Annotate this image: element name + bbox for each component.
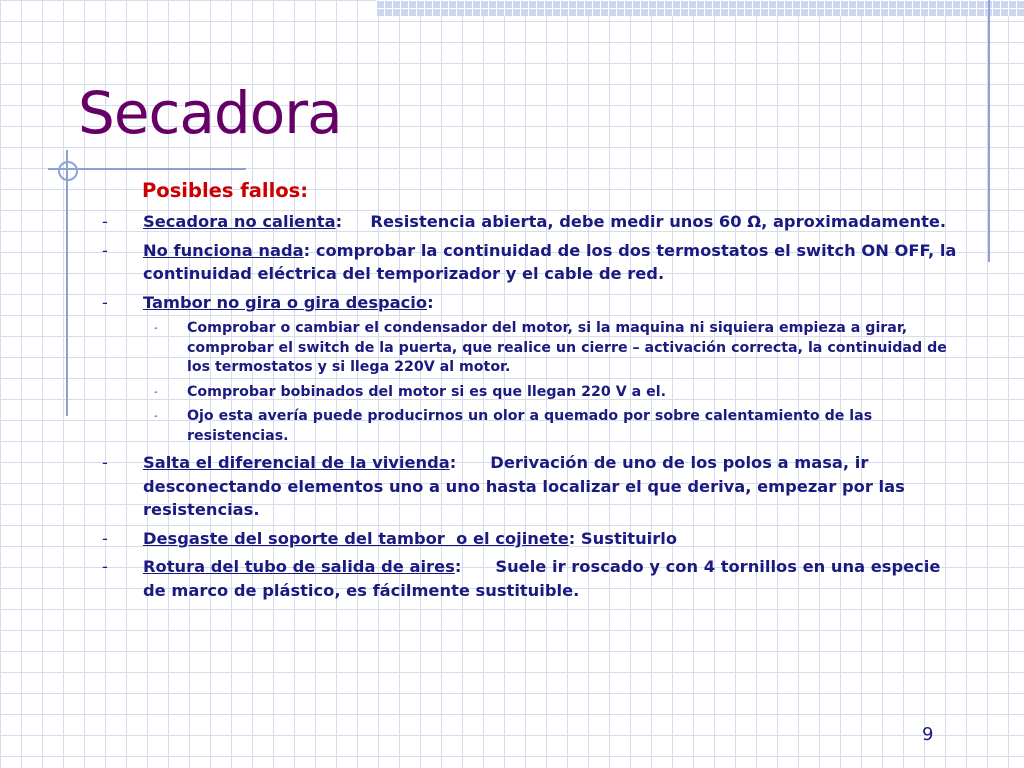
- bullet-rotura-tubo: [102, 555, 962, 602]
- sub-bullet-text: Comprobar o cambiar el condensador del motor, si la maquina ni siquiera empieza a girar, comprobar el switch de la puerta, que realice un cierre – activación correcta, la continuidad de los termostatos y si llega 220V al motor.: [187, 320, 947, 376]
- slide-title: Secadora: [78, 79, 342, 147]
- bullet-marker: -: [102, 557, 108, 577]
- sub-bullet-text: Comprobar bobinados del motor si es que llegan 220 V a el.: [187, 383, 667, 400]
- bullet-tambor-no-gira: [102, 291, 962, 315]
- bullet-label: Salta el diferencial de la vivienda: [143, 453, 450, 473]
- bullet-separator: :: [303, 240, 311, 260]
- bullet-marker: -: [102, 212, 108, 232]
- sub-bullet-text: Ojo esta avería puede producirnos un olor a quemado por sobre calentamiento de las resistencias.: [187, 408, 873, 444]
- bullet-no-funciona-nada: [102, 239, 962, 286]
- bullet-text: comprobar la continuidad de los dos termostatos el switch ON OFF, la continuidad eléctrica del temporizador y el cable de red.: [143, 240, 963, 284]
- bullet-label: Tambor no gira o gira despacio: [143, 292, 428, 312]
- bullet-text: Suele ir roscado y con 4 tornillos en una especie de marco de plástico, es fácilmente sustituible.: [143, 557, 947, 600]
- top-decorative-band: [376, 0, 1024, 16]
- bullet-text: Sustituirlo: [575, 528, 678, 548]
- bullet-separator: :: [449, 453, 457, 473]
- bullet-secadora-no-calienta: [102, 210, 962, 234]
- page-number: 9: [922, 724, 934, 745]
- bullet-separator: :: [335, 212, 343, 232]
- bullet-separator: :: [568, 528, 576, 548]
- sub-bullet-marker: -: [154, 411, 158, 423]
- bullet-separator: :: [427, 292, 434, 312]
- bullet-text: Resistencia abierta, debe medir unos 60 Ω, aproximadamente.: [342, 212, 947, 232]
- bullet-marker: -: [102, 528, 108, 548]
- bullet-marker: -: [102, 453, 108, 473]
- decorative-circle: [58, 161, 78, 181]
- slide-content: [102, 178, 962, 607]
- decorative-vertical-line-left: [66, 150, 68, 416]
- sub-bullet-marker: -: [154, 386, 158, 398]
- bullet-marker: -: [102, 292, 108, 312]
- bullet-separator: :: [454, 557, 462, 577]
- sub-bullet-condensador: [102, 319, 962, 378]
- bullet-desgaste-soporte: [102, 527, 962, 551]
- bullet-label: Secadora no calienta: [143, 212, 336, 232]
- decorative-vertical-line-right: [988, 0, 990, 262]
- bullet-label: Rotura del tubo de salida de aires: [143, 557, 455, 577]
- sub-bullet-bobinados: [102, 383, 962, 403]
- bullet-label: Desgaste del soporte del tambor o el cojinete: [143, 528, 569, 548]
- sub-bullet-olor-quemado: [102, 407, 962, 446]
- bullet-salta-diferencial: [102, 451, 962, 522]
- bullet-label: No funciona nada: [143, 240, 304, 260]
- sub-bullet-marker: -: [154, 323, 158, 335]
- bullet-marker: -: [102, 240, 108, 260]
- bullet-text: Derivación de uno de los polos a masa, ir desconectando elementos uno a uno hasta localizar el que deriva, empezar por las resistencias.: [143, 453, 911, 520]
- slide-subtitle: Posibles fallos:: [142, 179, 309, 202]
